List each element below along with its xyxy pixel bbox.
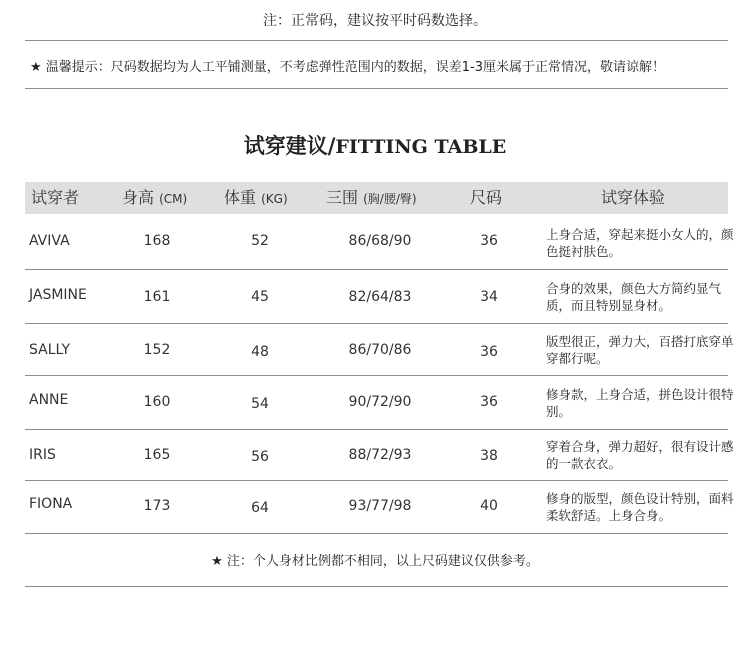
cell-weight: 56	[251, 449, 269, 465]
table-header	[25, 182, 728, 214]
cell-experience: 上身合适，穿起来挺小女人的，颜色挺衬肤色。	[546, 227, 734, 259]
cell-weight: 48	[251, 344, 269, 360]
cell-experience: 版型很正，弹力大，百搭打底穿单穿都行呢。	[546, 334, 734, 366]
cell-height: 152	[143, 342, 171, 358]
header-weight	[224, 182, 288, 214]
header-experience: 试穿体验	[601, 188, 666, 207]
cell-experience: 穿着合身，弹力超好，很有设计感的一款衣衣。	[546, 439, 734, 471]
cell-experience: 修身款，上身合适，拼色设计很特别。	[546, 387, 734, 419]
cell-name: SALLY	[29, 342, 71, 358]
cell-measure: 86/70/86	[348, 342, 412, 358]
cell-name: FIONA	[29, 496, 73, 512]
cell-size: 36	[480, 233, 498, 249]
divider	[25, 88, 728, 89]
cell-weight: 64	[251, 500, 269, 516]
tips-text: ★ 温馨提示：尺码数据均为人工平铺测量，不考虑弹性范围内的数据，误差1-3厘米属于正常情况，敬请谅解！	[30, 60, 666, 75]
header-height-unit: (CM)	[159, 192, 188, 206]
bottom-note: ★ 注：个人身材比例都不相同，以上尺码建议仅供参考。	[211, 554, 539, 569]
cell-size: 36	[480, 394, 498, 410]
header-height-label: 身高	[122, 188, 155, 207]
header-height	[122, 182, 187, 214]
header-weight-label: 体重	[224, 188, 257, 207]
divider	[25, 533, 728, 534]
table-row	[25, 324, 734, 375]
table-row	[25, 376, 734, 429]
header-measure	[326, 182, 417, 214]
table-row	[25, 270, 728, 323]
cell-height: 161	[143, 289, 171, 305]
cell-size: 34	[480, 289, 498, 305]
cell-measure: 86/68/90	[348, 233, 412, 249]
header-name: 试穿者	[31, 188, 80, 207]
header-weight-unit: (KG)	[261, 192, 288, 206]
cell-size: 38	[480, 448, 498, 464]
cell-name: IRIS	[29, 447, 56, 463]
cell-height: 165	[143, 447, 171, 463]
table-row	[25, 430, 734, 480]
top-note: 注：正常码，建议按平时码数选择。	[263, 13, 487, 29]
table-row	[25, 214, 734, 269]
cell-height: 168	[143, 233, 171, 249]
cell-measure: 82/64/83	[348, 289, 412, 305]
page-title	[0, 130, 750, 160]
header-measure-label: 三围	[326, 188, 359, 207]
divider	[25, 40, 728, 41]
cell-measure: 88/72/93	[348, 447, 412, 463]
cell-weight: 52	[251, 233, 269, 249]
cell-size: 40	[480, 498, 498, 514]
cell-name: AVIVA	[29, 233, 70, 249]
header-measure-unit: (胸/腰/臀)	[363, 192, 417, 206]
divider	[25, 586, 728, 587]
cell-height: 160	[143, 394, 171, 410]
cell-height: 173	[143, 498, 171, 514]
cell-name: ANNE	[29, 392, 69, 408]
cell-size: 36	[480, 344, 498, 360]
cell-measure: 90/72/90	[348, 394, 412, 410]
cell-measure: 93/77/98	[348, 498, 412, 514]
cell-weight: 45	[251, 289, 269, 305]
cell-name: JASMINE	[29, 287, 87, 303]
table-row	[25, 481, 734, 533]
title-en: FITTING TABLE	[335, 136, 507, 158]
cell-experience: 合身的效果，颜色大方简约显气质，而且特别显身材。	[546, 281, 722, 313]
cell-experience: 修身的版型，颜色设计特别，面料柔软舒适。上身合身。	[546, 491, 734, 523]
header-size: 尺码	[470, 188, 503, 207]
title-cn: 试穿建议/	[243, 133, 336, 158]
cell-weight: 54	[251, 396, 269, 412]
